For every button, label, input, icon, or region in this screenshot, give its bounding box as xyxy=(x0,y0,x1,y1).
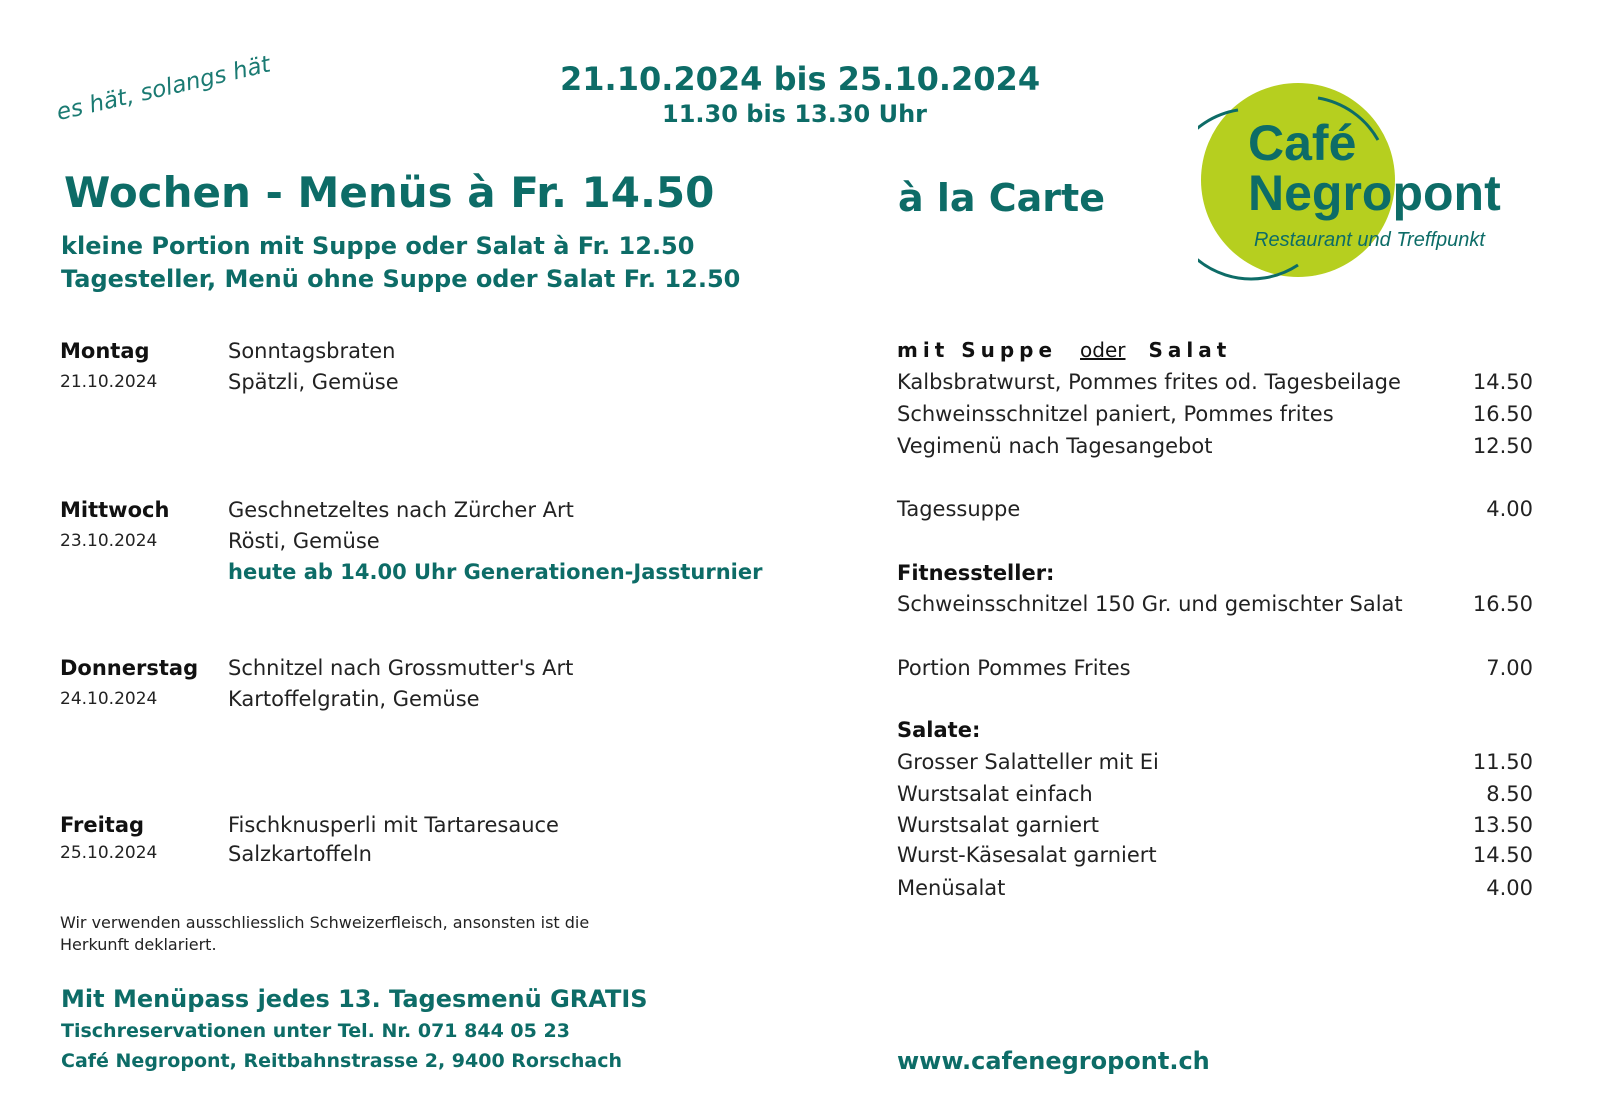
day-side: Kartoffelgratin, Gemüse xyxy=(228,687,480,711)
day-dish: Sonntagsbraten xyxy=(228,339,396,363)
carte-item-price: 16.50 xyxy=(1472,592,1533,616)
carte-item xyxy=(897,656,1533,686)
address: Café Negropont, Reitbahnstrasse 2, 9400 Rorschach xyxy=(61,1050,623,1072)
carte-item-label: Menüsalat xyxy=(897,876,1006,900)
carte-soup-salad-heading xyxy=(897,338,1231,362)
carte-item xyxy=(897,592,1533,622)
carte-item-price: 14.50 xyxy=(1472,370,1533,394)
carte-item-price: 11.50 xyxy=(1472,750,1533,774)
carte-head-part1: mit Suppe xyxy=(897,338,1058,362)
week-menu-subtitle-1: kleine Portion mit Suppe oder Salat à Fr. 12.50 xyxy=(61,232,695,260)
day-side: Salzkartoffeln xyxy=(228,842,372,866)
carte-item-label: Wurstsalat garniert xyxy=(897,813,1099,837)
carte-item-label: Vegimenü nach Tagesangebot xyxy=(897,434,1213,458)
carte-item-price: 14.50 xyxy=(1472,843,1533,867)
day-date: 21.10.2024 xyxy=(60,372,158,392)
day-name: Freitag xyxy=(60,813,145,837)
day-dish: Geschnetzeltes nach Zürcher Art xyxy=(228,498,574,522)
carte-item xyxy=(897,843,1533,873)
carte-item xyxy=(897,782,1533,812)
reservation-phone: Tischreservationen unter Tel. Nr. 071 844 05 23 xyxy=(61,1020,570,1042)
serving-time: 11.30 bis 13.30 Uhr xyxy=(662,100,927,128)
carte-item-price: 12.50 xyxy=(1472,434,1533,458)
carte-item-label: Portion Pommes Frites xyxy=(897,656,1131,680)
menupass-offer: Mit Menüpass jedes 13. Tagesmenü GRATIS xyxy=(61,985,648,1013)
carte-item xyxy=(897,813,1533,843)
a-la-carte-title: à la Carte xyxy=(898,176,1105,220)
logo-line1: Café xyxy=(1248,115,1357,171)
website-link[interactable]: www.cafenegropont.ch xyxy=(897,1047,1210,1075)
salads-title: Salate: xyxy=(897,718,981,742)
carte-item xyxy=(897,434,1533,464)
logo-tagline: Restaurant und Treffpunkt xyxy=(1254,229,1485,251)
carte-item-label: Schweinsschnitzel paniert, Pommes frites xyxy=(897,402,1334,426)
carte-item-label: Grosser Salatteller mit Ei xyxy=(897,750,1159,774)
carte-item xyxy=(897,750,1533,780)
day-date: 25.10.2024 xyxy=(60,843,158,863)
carte-item-price: 13.50 xyxy=(1472,813,1533,837)
day-name: Montag xyxy=(60,339,150,363)
carte-head-part2: Salat xyxy=(1148,338,1232,362)
day-dish: Fischknusperli mit Tartaresauce xyxy=(228,813,559,837)
carte-item xyxy=(897,402,1533,432)
carte-item-label: Kalbsbratwurst, Pommes frites od. Tagesbeilage xyxy=(897,370,1401,394)
day-dish: Schnitzel nach Grossmutter's Art xyxy=(228,656,574,680)
carte-item xyxy=(897,876,1533,906)
day-name: Mittwoch xyxy=(60,498,170,522)
fitness-title: Fitnessteller: xyxy=(897,561,1055,585)
day-event-note: heute ab 14.00 Uhr Generationen-Jassturnier xyxy=(228,560,763,584)
carte-item-label: Wurstsalat einfach xyxy=(897,782,1093,806)
carte-item-price: 4.00 xyxy=(1486,876,1533,900)
meat-origin-note: Wir verwenden ausschliesslich Schweizerfleisch, ansonsten ist die Herkunft deklariert. xyxy=(60,913,590,954)
carte-item-price: 8.50 xyxy=(1486,782,1533,806)
week-menu-title: Wochen - Menüs à Fr. 14.50 xyxy=(64,168,715,217)
slogan: es hät, solangs hät xyxy=(54,51,273,126)
carte-head-oder: oder xyxy=(1080,338,1126,362)
week-menu-subtitle-2: Tagesteller, Menü ohne Suppe oder Salat Fr. 12.50 xyxy=(61,265,741,293)
day-date: 23.10.2024 xyxy=(60,531,158,551)
logo-line2: Negropont xyxy=(1248,165,1501,221)
day-side: Rösti, Gemüse xyxy=(228,529,380,553)
date-range: 21.10.2024 bis 25.10.2024 xyxy=(560,60,1041,98)
day-side: Spätzli, Gemüse xyxy=(228,370,399,394)
carte-item-price: 7.00 xyxy=(1486,656,1533,680)
carte-item-price: 16.50 xyxy=(1472,402,1533,426)
carte-item-price: 4.00 xyxy=(1486,497,1533,521)
day-date: 24.10.2024 xyxy=(60,689,158,709)
carte-item xyxy=(897,370,1533,400)
cafe-logo xyxy=(1198,80,1528,290)
carte-item-label: Schweinsschnitzel 150 Gr. und gemischter Salat xyxy=(897,592,1403,616)
carte-item-label: Wurst-Käsesalat garniert xyxy=(897,843,1157,867)
day-name: Donnerstag xyxy=(60,656,199,680)
carte-item-label: Tagessuppe xyxy=(897,497,1021,521)
carte-item xyxy=(897,497,1533,527)
